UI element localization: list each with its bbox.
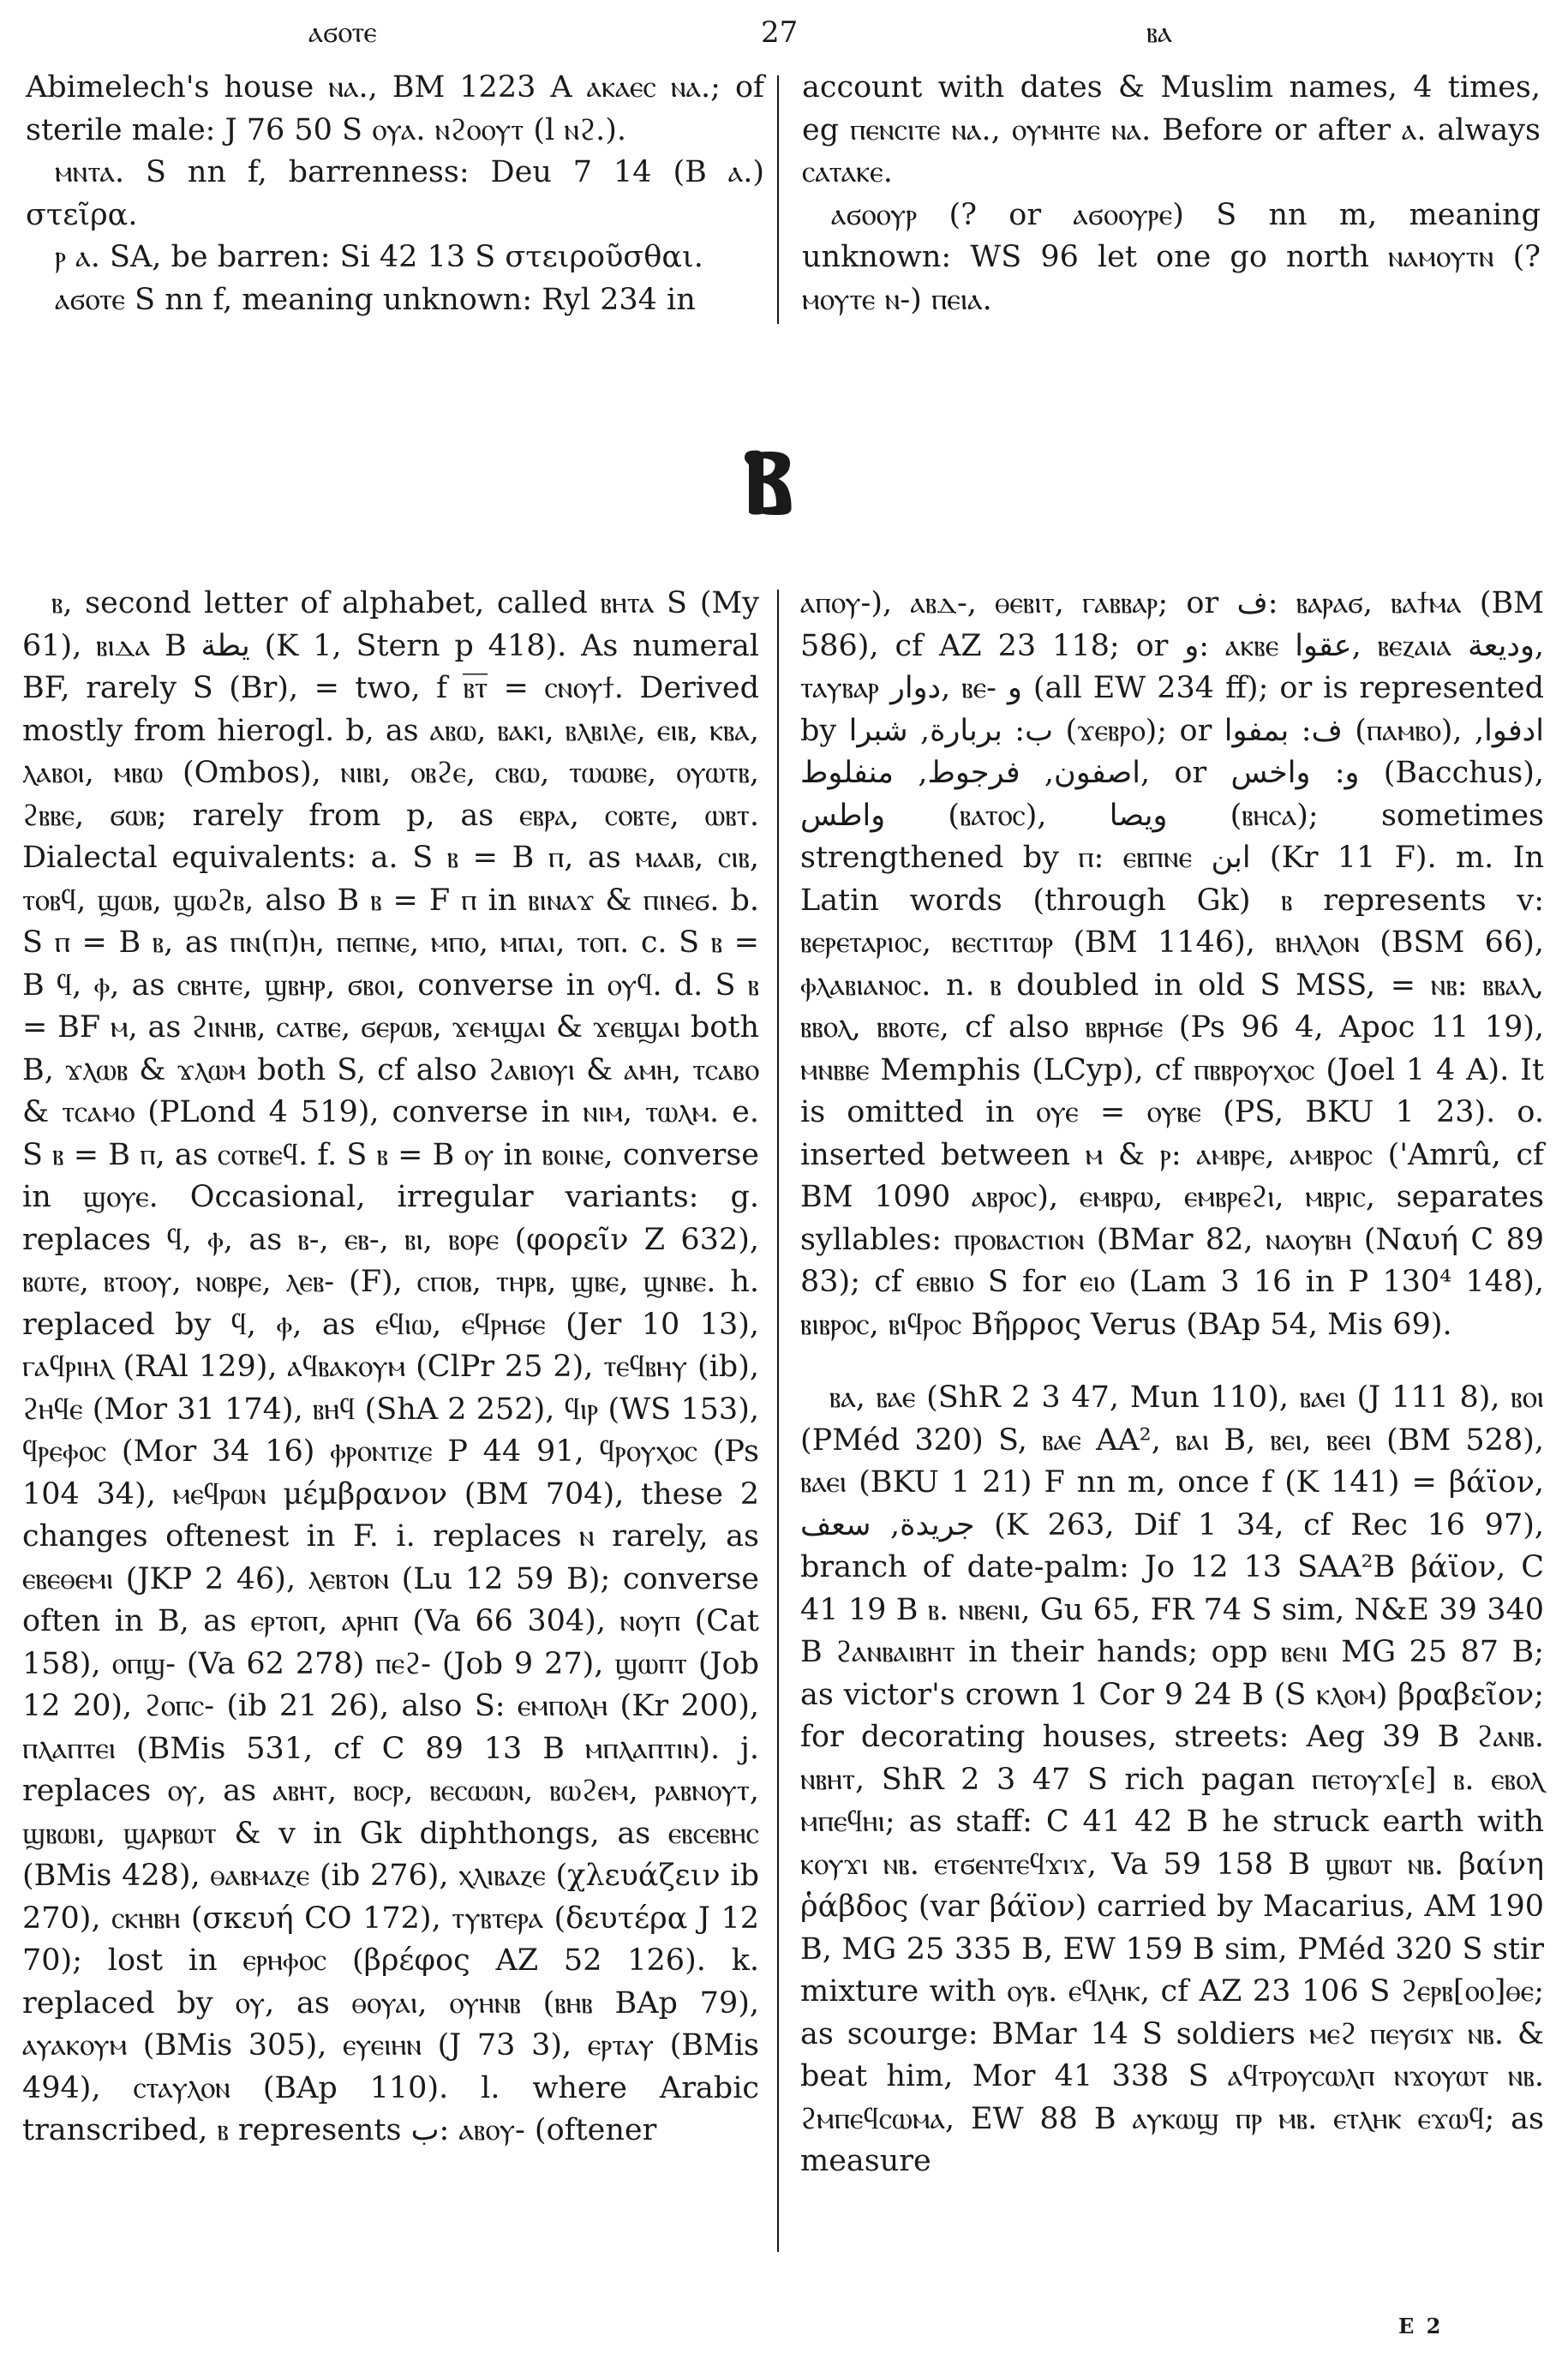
entry-paragraph: ⲁⲡⲟⲩ-), ⲁⲃⲇ-, ⲑⲉⲃⲓⲧ, ⲅⲁⲃⲃⲁⲣ; or ﻑ: ⲃⲁⲣⲁϭ, ⲃⲁϯⲙⲁ (BM 586), cf AZ 23 118; or ﻭ: ⲁⲕⲃⲉ ﻋﻘﻮﺍ, ⲃⲉⲍⲁⲓⲁ ﻭﺩﻳﻌﺔ, ⲧⲁⲩⲃⲁⲣ ﺩﻭﺍﺭ, ⲃⲉ- ﻭ (all EW 234 ff); or is represented by ﺏ: ﺑﺮﺑﺎﺭﺓ, ﺷﺒﺮﺍ (ϫⲉⲃⲣⲟ); or ﻑ: ﺑﻤﻔﻮﺍ (ⲡⲁⲙⲃⲟ), ﺍﺩﻓﻮﺍ, ﺍﺻﻔﻮﻥ, ﻓﺮﺟﻮﻁ, ﻣﻨﻔﻠﻮﻁ, or ﻭ: ﻭﺍﺧﺲ (Bacchus), ﻭﺍﻃﺲ (ⲃⲁⲧⲟⲥ), ﻭﻳﺼﺎ (ⲃⲏⲥⲁ); sometimes strengthened by ⲡ: ⲉⲃⲡⲛⲉ ﺍﺑﻦ (Kr 11 F). m. In Latin words (through Gk) ⲃ represents v: ⲃⲉⲣⲉⲧⲁⲣⲓⲟⲥ, ⲃⲉⲥⲧⲓⲧⲱⲣ (BM 1146), ⲃⲏⲗⲗⲟⲛ (BSM 66), ⲫⲗⲁⲃⲓⲁⲛⲟⲥ. n. ⲃ doubled in old S MSS, = ⲛⲃ: ⲃⲃⲁⲗ, ⲃⲃⲟⲗ, ⲃⲃⲟⲧⲉ, cf also ⲃⲃⲣⲏϭⲉ (Ps 96 4, Apoc 11 19), ⲙⲛⲃⲃⲉ Memphis (LCyp), cf ⲡⲃⲃⲣⲟⲩⲭⲟⲥ (Joel 1 4 A). It is omitted in ⲟⲩⲉ = ⲟⲩⲃⲉ (PS, BKU 1 23). o. inserted between ⲙ & ⲣ: ⲁⲙⲃⲣⲉ, ⲁⲙⲃⲣⲟⲥ ('Amrû, cf BM 1090 ⲁⲃⲣⲟⲥ), ⲉⲙⲃⲣⲱ, ⲉⲙⲃⲣⲉϩⲓ, ⲙⲃⲣⲓⲥ, separates syllables: ⲡⲣⲟⲃⲁⲥⲧⲓⲟⲛ (BMar 82, ⲛⲁⲟⲩⲃⲏ (Ναυή C 89 83); cf ⲉⲃⲃⲓⲟ S for ⲉⲓⲟ (Lam 3 16 in P 130⁴ 148), ⲃⲓⲃⲣⲟⲥ, ⲃⲓϥⲣⲟⲥ Βῆρρος Verus (BAp 54, Mis 69). — [800, 586, 1545, 1342]
paragraph-gap — [800, 1346, 1544, 1377]
entry-paragraph: ⲙⲛⲧⲁ. S nn f, barrenness: Deu 7 14 (B ⲁ.) στεῖρα. — [26, 155, 764, 232]
page-number: 27 — [761, 15, 799, 50]
entry-paragraph: Abimelech's house ⲛⲁ., BM 1223 A ⲁⲕⲁⲉⲥ ⲛⲁ.; of sterile male: J 76 50 S ⲟⲩⲁ. ⲛϩⲟⲟⲩⲧ (l ⲛϩ.). — [26, 70, 764, 147]
entry-paragraph: ⲃ, second letter of alphabet, called ⲃⲏⲧⲁ S (My 61), ⲃⲓⲇⲁ B ﯾﻄﺔ (K 1, Stern p 418). As numeral BF, rarely S (Br), = two, f ⲃ̅ⲧ̅ = ⲥⲛⲟⲩϯ. Derived mostly from hierogl. b, as ⲁⲃⲱ, ⲃⲁⲕⲓ, ⲃⲗⲃⲓⲗⲉ, ⲉⲓⲃ, ⲕⲃⲁ, ⲗⲁⲃⲟⲓ, ⲙⲃⲱ (Ombos), ⲛⲓⲃⲓ, ⲟⲃϩⲉ, ⲥⲃⲱ, ⲧⲱⲱⲃⲉ, ⲟⲩⲱⲧⲃ, ϩⲃⲃⲉ, ϭⲱⲃ; rarely from p, as ⲉⲃⲣⲁ, ⲥⲟⲃⲧⲉ, ⲱⲃⲧ. Dialectal equivalents: a. S ⲃ = B ⲡ, as ⲙⲁⲁⲃ, ⲥⲓⲃ, ⲧⲟⲃϥ, ϣⲱⲃ, ϣⲱϩⲃ, also B ⲃ = F ⲡ in ⲃⲓⲛⲁϫ & ⲡⲓⲛⲉϭ. b. S ⲡ = B ⲃ, as ⲡⲛ(ⲡ)ⲏ, ⲡⲉⲡⲛⲉ, ⲙⲡⲟ, ⲙⲡⲁⲓ, ⲧⲟⲡ. c. S ⲃ = B ϥ, ⲫ, as ⲥⲃⲏⲧⲉ, ϣⲃⲏⲣ, ϭⲃⲟⲓ, converse in ⲟⲩϥ. d. S ⲃ = BF ⲙ, as ϩⲓⲛⲏⲃ, ⲥⲁⲧⲃⲉ, ϭⲉⲣⲱⲃ, ϫⲉⲙϣⲁⲓ & ϫⲉⲃϣⲁⲓ both B, ϫⲗⲱⲃ & ϫⲗⲱⲙ both S, cf also ϩⲁⲃⲓⲟⲩⲓ & ⲁⲙⲏ, ⲧⲥⲁⲃⲟ & ⲧⲥⲁⲙⲟ (PLond 4 519), converse in ⲛⲓⲙ, ⲧⲱⲗⲙ. e. S ⲃ = B ⲡ, as ⲥⲟⲧⲃⲉϥ. f. S ⲃ = B ⲟⲩ in ⲃⲟⲓⲛⲉ, converse in ϣⲟⲩⲉ. Occasional, irregular variants: g. replaces ϥ, ⲫ, as ⲃ-, ⲉⲃ-, ⲃⲓ, ⲃⲟⲣⲉ (φορεῖν Z 632), ⲃⲱⲧⲉ, ⲃⲧⲟⲟⲩ, ⲛⲟⲃⲣⲉ, ⲗⲉⲃ- (F), ⲥⲡⲟⲃ, ⲧⲏⲣⲃ, ϣⲃⲉ, ϣⲛⲃⲉ. h. replaced by ϥ, ⲫ, as ⲉϥⲓⲱ, ⲉϥⲣⲏϭⲉ (Jer 10 13), ⲅⲁϥⲣⲓⲏⲗ (RAl 129), ⲁϥⲃⲁⲕⲟⲩⲙ (ClPr 25 2), ⲧⲉϥⲃⲏⲩ (ib), ϩⲏϥⲉ (Mor 31 174), ⲃⲏϥ (ShA 2 252), ϥⲓⲣ (WS 153), ϥⲣⲉⲫⲟⲥ (Mor 34 16) ⲫⲣⲟⲛⲧⲓⲍⲉ P 44 91, ϥⲣⲟⲩⲭⲟⲥ (Ps 104 34), ⲙⲉϥⲣⲱⲛ μέμβρανον (BM 704), these 2 changes oftenest in F. i. replaces ⲛ rarely, as ⲉⲃⲉⲑⲉⲙⲓ (JKP 2 46), ⲗⲉⲃⲧⲟⲛ (Lu 12 59 B); converse often in B, as ⲉⲣⲧⲟⲡ, ⲁⲣⲏⲡ (Va 66 304), ⲛⲟⲩⲡ (Cat 158), ⲟⲡϣ- (Va 62 278) ⲡⲉϩ- (Job 9 27), ϣⲱⲡⲧ (Job 12 20), ϩⲟⲡⲥ- (ib 21 26), also S: ⲉⲙⲡⲟⲗⲏ (Kr 200), ⲡⲗⲁⲡⲧⲉⲓ (BMis 531, cf C 89 13 B ⲙⲡⲗⲁⲡⲧⲓⲛ). j. replaces ⲟⲩ, as ⲁⲃⲏⲧ, ⲃⲟⲥⲣ, ⲃⲉⲥⲱⲱⲛ, ⲃⲱϩⲉⲙ, ⲣⲁⲃⲛⲟⲩⲧ, ϣⲃⲱⲃⲓ, ϣⲁⲣⲃⲱⲧ & v in Gk diphthongs, as ⲉⲃⲥⲉⲃⲏⲥ (BMis 428), ⲑⲁⲃⲙⲁⲍⲉ (ib 276), ⲭⲗⲓⲃⲁⲍⲉ (χλευάζειν ib 270), ⲥⲕⲏⲃⲏ (σκευή CO 172), ⲧⲩⲃⲧⲉⲣⲁ (δευτέρα J 12 70); lost in ⲉⲣⲏⲫⲟⲥ (βρέφος AZ 52 126). k. replaced by ⲟⲩ, as ⲑⲟⲩⲁⲓ, ⲟⲩⲏⲛⲃ (ⲃⲏⲃ BAp 79), ⲁⲩⲁⲕⲟⲩⲙ (BMis 305), ⲉⲩⲉⲓⲏⲛ (J 73 3), ⲉⲣⲧⲁⲩ (BMis 494), ⲥⲧⲁⲩⲗⲟⲛ (BAp 110). l. where Arabic transcribed, ⲃ represents ﺏ: ⲁⲃⲟⲩ- (oftener — [22, 586, 759, 2147]
column-divider — [777, 75, 779, 324]
bottom-right-column — [800, 583, 1544, 2183]
running-head-right: ⲃⲁ — [1146, 15, 1172, 50]
section-letter: ⲃ — [744, 392, 793, 542]
top-right-column — [802, 67, 1541, 321]
entry-paragraph: account with dates & Muslim names, 4 times, eg ⲡⲉⲛⲥⲓⲧⲉ ⲛⲁ., ⲟⲩⲙⲏⲧⲉ ⲛⲁ. Before or after ⲁ. always ⲥⲁⲧⲁⲕⲉ. — [802, 70, 1541, 189]
entry-paragraph: ⲁϭⲟⲟⲩⲣ (? or ⲁϭⲟⲟⲩⲣⲉ) S nn m, meaning unknown: WS 96 let one go north ⲛⲁⲙⲟⲩⲧⲛ (? ⲙⲟⲩⲧⲉ ⲛ-) ⲡⲉⲓⲁ. — [802, 197, 1541, 317]
entry-paragraph: ⲁϭⲟⲧⲉ S nn f, meaning unknown: Ryl 234 in — [55, 282, 696, 317]
column-divider — [777, 590, 779, 2252]
entry-paragraph: ⲣ ⲁ. SA, be barren: Si 42 13 S στειροῦσθαι. — [55, 240, 703, 274]
signature-mark: E 2 — [1398, 2314, 1444, 2338]
entry-paragraph: ⲃⲁ, ⲃⲁⲉ (ShR 2 3 47, Mun 110), ⲃⲁⲉⲓ (J 111 8), ⲃⲟⲓ (PMéd 320) S, ⲃⲁⲉ AA², ⲃⲁⲓ B, ⲃⲉⲓ, ⲃⲉⲉⲓ (BM 528), ⲃⲁⲉⲓ (BKU 1 21) F nn m, once f (K 141) = βάϊον, ﺟﺮﻳﺪﺓ, ﺳﻌﻒ (K 263, Dif 1 34, cf Rec 16 97), branch of date-palm: Jo 12 13 SAA²B βάϊον, C 41 19 B ⲃ. ⲛⲃⲉⲛⲓ, Gu 65, FR 74 S sim, N&E 39 340 B ϩⲁⲛⲃⲁⲓⲃⲏⲧ in their hands; opp ⲃⲉⲛⲓ MG 25 87 B; as victor's crown 1 Cor 9 24 B (S ⲕⲗⲟⲙ) βραβεῖον; for decorating houses, streets: Aeg 39 B ϩⲁⲛⲃ. ⲛⲃⲏⲧ, ShR 2 3 47 S rich pagan ⲡⲉⲧⲟⲩϫ[ⲉ] ⲃ. ⲉⲃⲟⲗ ⲙⲡⲉϥⲏⲓ; as staff: C 41 42 B he struck earth with ⲕⲟⲩϫⲓ ⲛⲃ. ⲉⲧϭⲉⲛⲧⲉϥϫⲓϫ, Va 59 158 B ϣⲃⲱⲧ ⲛⲃ. βαίνη ῥάβδος (var βάϊον) carried by Macarius, AM 190 B, MG 25 335 B, EW 159 B sim, PMéd 320 S stir mixture with ⲟⲩⲃ. ⲉϥⲗⲏⲕ, cf AZ 23 106 S ϩⲉⲣⲃ[ⲟⲟ]ⲑⲉ; as scourge: BMar 14 S soldiers ⲙⲉϩ ⲡⲉⲩϭⲓϫ ⲛⲃ. & beat him, Mor 41 338 S ⲁϥⲧⲣⲟⲩⲥⲱⲗⲡ ⲛϫⲟⲩⲱⲧ ⲛⲃ. ϩⲙⲡⲉϥⲥⲱⲙⲁ, EW 88 B ⲁⲩⲕⲱϣ ⲡⲣ ⲙⲃ. ⲉⲧⲗⲏⲕ ⲉϫⲱϥ; as measure — [800, 1380, 1545, 2178]
running-head-left: ⲁϭⲟⲧⲉ — [308, 15, 377, 50]
top-left-column — [26, 67, 764, 321]
bottom-left-column — [22, 583, 759, 2152]
